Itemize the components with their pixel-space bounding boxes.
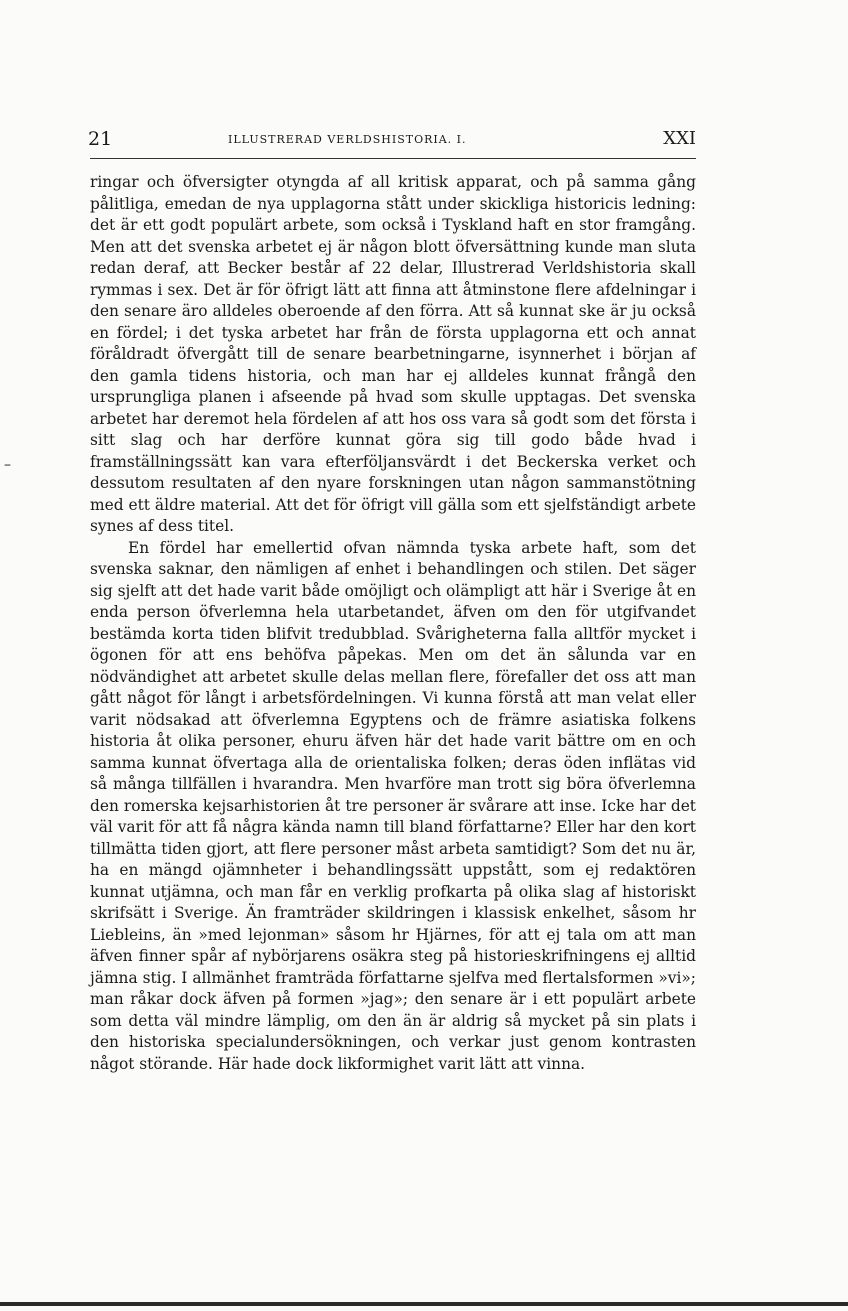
paragraph-2: En fördel har emellertid ofvan nämnda tyska arbete haft, som det svenska saknar, den nämligen af enhet i behandlingen och stilen. Det säger sig sjelft att det hade varit både omöjligt och olämpligt att här i Sverige åt en enda person öfverlemna hela utarbetandet, äfven om den för utgifvandet bestämda korta tiden blifvit tredubblad. Svårigheterna falla alltför mycket i ögonen för att ens behöfva påpekas. Men om det än sålunda var en nödvändighet att arbetet skulle delas mellan flere, förefaller det oss att man gått något för långt i arbetsfördelningen. Vi kunna förstå att man velat eller varit nödsakad att öfverlemna Egyptens och de främre asiatiska folkens historia åt olika personer, ehuru äfven här det hade varit bättre om en och samma kunnat öfvertaga alla de orientaliska folken; deras öden inflätas vid så många tillfällen i hvarandra. Men hvarföre man trott sig böra öfverlemna den romerska kejsarhistorien åt tre personer är svårare att inse. Icke har det väl varit för att få några kända namn till bland författarne? Eller har den kort tillmätta tiden gjort, att flere personer måst arbeta samtidigt? Som det nu är, ha en mängd ojämnheter i behandlingssätt uppstått, som ej redaktören kunnat utjämna, och man får en verklig profkarta på olika slag af historiskt skrifsätt i Sverige. Än framträder skildringen i klassisk enkelhet, såsom hr Liebleins, än »med lejonman» såsom hr Hjärnes, för att ej tala om att man äfven finner spår af nybörjarens osäkra steg på historieskrifningens ej alltid jämna stig. I allmänhet framträda författarne sjelfva med flertalsformen »vi»; man råkar dock äfven på formen »jag»; den senare är i ett populärt arbete som detta väl mindre lämplig, om den än är aldrig så mycket på sin plats i den historiska specialundersökningen, och verkar just genom kontrasten något störande. Här hade dock likformighet varit lätt att vinna. [90,538,696,1073]
page-header [88,128,696,156]
margin-mark: – [4,457,11,473]
page-bottom-edge [0,1302,848,1306]
section-number: XXI [663,128,696,149]
paragraph-1: ringar och öfversigter otyngda af all kritisk apparat, och på samma gång pålitliga, emedan de nya upplagorna stått under skickliga historicis ledning: det är ett godt populärt arbete, som också i Tyskland haft en stor framgång. Men att det svenska arbetet ej är någon blott öfversättning kunde man sluta redan deraf, att Becker består af 22 delar, Illustrerad Verldshistoria skall rymmas i sex. Det är för öfrigt lätt att finna att åtminstone flere afdelningar i den senare äro alldeles oberoende af den förra. Att så kunnat ske är ju också en fördel; i det tyska arbetet har från de första upplagorna ett och annat föråldradt öfvergått till de senare bearbetningarne, isynnerhet i början af den gamla tidens historia, och man har ej alldeles kunnat frångå den ursprungliga planen i afseende på hvad som skulle upptagas. Det svenska arbetet har deremot hela fördelen af att hos oss vara så godt som det första i sitt slag och har derföre kunnat göra sig till godo både hvad i framställningssätt kan vara efterföljansvärdt i det Beckerska verket och dessutom resultaten af den nyare forskningen utan någon sammanstötning med ett äldre material. Att det för öfrigt vill gälla som ett sjelfständigt arbete synes af dess titel. [90,173,696,535]
running-title: ILLUSTRERAD VERLDSHISTORIA. I. [228,133,467,146]
body-text [90,172,696,1075]
page-number: 21 [88,128,113,150]
header-rule [90,158,696,159]
